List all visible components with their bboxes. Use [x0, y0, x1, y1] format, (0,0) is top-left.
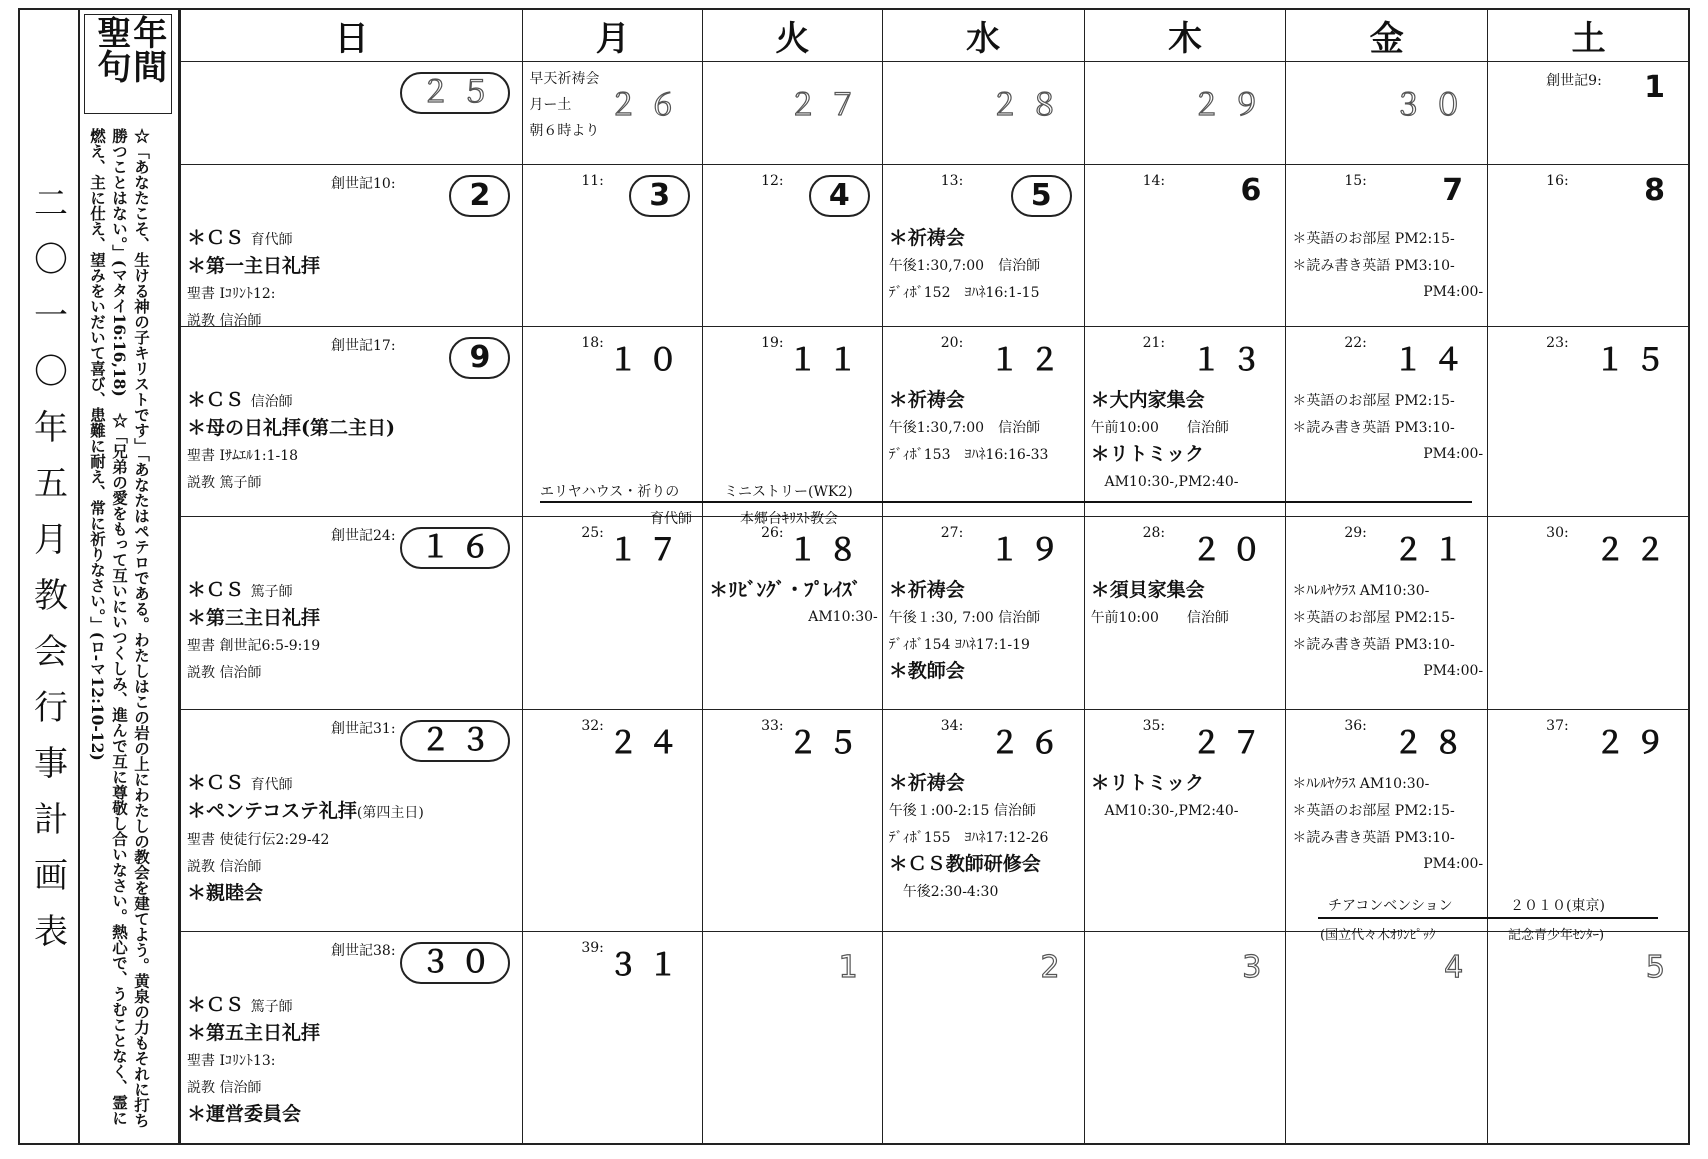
event-list: [187, 577, 518, 686]
day-number: 3: [1242, 950, 1272, 986]
banner-elijah-sub2: 本郷台ｷﾘｽﾄ教会: [740, 511, 838, 527]
banner-cheer-2: ２０１０(東京): [1510, 898, 1605, 914]
event-text: PM4:00-: [1423, 855, 1484, 872]
week-row: [181, 165, 1690, 327]
scripture-ref: 19:: [761, 335, 784, 352]
event-list: [889, 577, 1080, 685]
event-text: ＊祈祷会: [888, 389, 965, 412]
event-text: 午後１:30, 7:00 信治師: [888, 610, 1041, 627]
banner-cheer-1: チアコンベンション: [1328, 898, 1453, 914]
day-cell: [1084, 517, 1286, 709]
day-number: ２３: [400, 720, 510, 762]
day-number: ２５: [400, 72, 510, 114]
event-list: [889, 770, 1080, 905]
day-cell: [1488, 327, 1690, 517]
week-row: [181, 932, 1690, 1145]
event-text: 午後1:30,7:00 信治師: [888, 420, 1041, 437]
event-text: 育代師: [250, 776, 293, 793]
banner-cheer-sub1: (国立代々木ｵﾘﾝﾋﾟｯｸ: [1320, 928, 1436, 943]
event-text: 説教 信治師: [187, 858, 262, 875]
event-text: ＊母の日礼拝(第二主日): [187, 417, 395, 440]
day-number: ２６: [608, 88, 689, 123]
event-list: [889, 225, 1080, 306]
scripture-ref: 36:: [1344, 717, 1367, 734]
day-cell: [882, 709, 1084, 932]
scripture-ref: 35:: [1142, 717, 1166, 734]
day-number: ２１: [1393, 533, 1474, 569]
day-number: 5: [1011, 175, 1072, 217]
event-text: ﾃﾞｨﾎﾞ153 ﾖﾊﾈ16:16-33: [888, 447, 1049, 464]
event-text: PM4:00-: [1423, 663, 1484, 680]
day-number: 4: [1444, 950, 1474, 986]
day-number: ３１: [608, 948, 689, 984]
event-text: ＊ﾊﾚﾙﾔｸﾗｽ AM10:30-: [1292, 775, 1430, 792]
day-cell: [1488, 62, 1690, 165]
morning-prayer-note: [529, 66, 599, 144]
day-cell: [1286, 165, 1488, 327]
day-number: １３: [1191, 343, 1272, 379]
day-cell: [1488, 517, 1690, 709]
day-number: 9: [449, 337, 510, 379]
event-text: ＊ＣＳ: [187, 994, 251, 1017]
event-text: 聖書 Ⅰｺﾘﾝﾄ12:: [187, 286, 276, 303]
event-list: [187, 387, 518, 496]
event-text: 説教 信治師: [187, 1080, 262, 1097]
banner-elijah-rule: [540, 501, 1472, 503]
event-text: ＊ＣＳ: [187, 227, 251, 250]
event-text: 説教 信治師: [187, 665, 262, 682]
day-number: 1: [1644, 70, 1675, 105]
week-row: [181, 517, 1690, 709]
event-text: ＊ＣＳ: [187, 389, 251, 412]
event-text: 育代師: [250, 232, 293, 249]
scripture-ref: 14:: [1142, 173, 1166, 190]
scripture-ref: 23:: [1546, 335, 1569, 352]
day-cell: [523, 932, 703, 1145]
event-text: ＊読み書き英語 PM3:10-: [1292, 637, 1455, 654]
event-text: ﾃﾞｨﾎﾞ155 ﾖﾊﾈ17:12-26: [888, 829, 1049, 846]
day-cell: [181, 932, 523, 1145]
day-cell: [181, 517, 523, 709]
day-cell: [523, 165, 703, 327]
day-cell: [181, 62, 523, 165]
day-cell: [181, 709, 523, 932]
day-number: ２７: [787, 88, 868, 123]
scripture-ref: 34:: [940, 717, 964, 734]
event-text: ＊ＣＳ教師研修会: [888, 852, 1041, 875]
event-text: ＊運営委員会: [187, 1103, 302, 1126]
day-number: １９: [989, 533, 1070, 569]
day-cell: [703, 62, 883, 165]
day-cell: [1084, 165, 1286, 327]
event-text: 信治師: [250, 394, 293, 411]
weekday-header: 木: [1084, 9, 1286, 62]
weekday-header: 月: [523, 9, 703, 62]
day-number: １８: [787, 533, 868, 569]
day-number: １２: [989, 343, 1070, 379]
verse-text: ☆「あなたこそ、生ける神の子キリストです」「あなたはペテロである。わたしはこの岩の上にわたしの教会を建てよう。黄泉の力もそれに打ち勝つことはない。」(マタイ16:16,18) ☆「兄弟の愛をもって互いにいつくしみ、進んで互に尊敬し合いなさい。熱心で、うむことなく、霊に燃え、主に仕え、望みをいだいて喜び、患難に耐え、常に祈りなさい。」(ロ-マ12:10-12): [88, 128, 151, 1128]
day-cell: [882, 517, 1084, 709]
event-text: ＊英語のお部屋 PM2:15-: [1292, 802, 1455, 819]
event-text: ＊親睦会: [187, 881, 264, 904]
event-list: [1292, 387, 1483, 467]
scripture-ref: 創世記31:: [331, 720, 396, 737]
verse-heading-box: [84, 14, 172, 114]
day-cell: [181, 165, 523, 330]
event-text: ＊祈祷会: [888, 579, 965, 602]
event-text: ＊祈祷会: [888, 227, 965, 250]
event-text: 篤子師: [250, 999, 293, 1016]
day-cell: [1084, 62, 1286, 165]
scripture-ref: 39:: [581, 940, 604, 957]
day-cell: [1286, 517, 1488, 709]
day-number: ２７: [1191, 725, 1272, 761]
week-row: [181, 62, 1690, 165]
annual-verse-column: [80, 8, 180, 1145]
day-number: １５: [1595, 343, 1675, 379]
day-cell: [1084, 327, 1286, 517]
day-cell: [703, 517, 906, 709]
event-text: 午後１:00-2:15 信治師: [888, 802, 1036, 819]
day-cell: [703, 709, 883, 932]
day-cell: [1488, 165, 1690, 327]
day-number: ２８: [1393, 725, 1474, 761]
day-cell: [523, 62, 703, 165]
event-text: ＊第五主日礼拝: [187, 1022, 321, 1045]
event-text: 聖書 使徒行伝2:29-42: [187, 831, 330, 848]
banner-cheer-rule: [1318, 917, 1658, 919]
scripture-ref: 29:: [1344, 525, 1367, 542]
day-cell: [1488, 932, 1690, 1145]
verse-heading: 年間聖句: [91, 15, 167, 83]
day-number: 6: [1240, 173, 1272, 209]
event-list: [1091, 577, 1282, 631]
event-text: 午後1:30,7:00 信治師: [888, 258, 1041, 275]
day-number: ２６: [989, 725, 1070, 761]
day-number: １４: [1393, 343, 1474, 379]
scripture-ref: 18:: [581, 335, 604, 352]
banner-cheer-sub2: 記念青少年ｾﾝﾀｰ): [1508, 928, 1605, 943]
day-number: 5: [1645, 950, 1675, 986]
scripture-ref: 12:: [761, 173, 784, 190]
verse-text-box: [86, 128, 174, 1138]
event-list: [1091, 387, 1282, 495]
note-line: 早天祈祷会: [529, 71, 600, 87]
event-text: 聖書 創世記6:5-9:19: [187, 638, 321, 655]
event-text: AM10:30-,PM2:40-: [1090, 474, 1239, 491]
scripture-ref: 33:: [761, 717, 784, 734]
event-text: ＊読み書き英語 PM3:10-: [1292, 420, 1455, 437]
scripture-ref: 13:: [940, 173, 964, 190]
scripture-ref: 創世記9:: [1546, 73, 1602, 89]
event-list: [1292, 577, 1483, 684]
event-text: ＊教師会: [888, 660, 965, 683]
day-number: ２５: [787, 725, 868, 761]
event-text: ＊ﾊﾚﾙﾔｸﾗｽ AM10:30-: [1292, 583, 1430, 600]
day-cell: [523, 517, 703, 709]
event-text: ＊ペンテコステ礼拝: [187, 799, 357, 822]
day-cell: [181, 327, 523, 517]
day-number: ３０: [1393, 88, 1474, 123]
scripture-ref: 創世記10:: [331, 176, 396, 193]
event-text: ＊須貝家集会: [1090, 579, 1205, 602]
weekday-header: 水: [882, 9, 1084, 62]
banner-elijah-2: ミニストリー(WK2): [724, 484, 853, 500]
weekday-header-row: [181, 9, 1690, 62]
event-text: 午後2:30-4:30: [888, 883, 999, 900]
scripture-ref: 26:: [761, 525, 784, 542]
event-text: PM4:00-: [1423, 284, 1484, 301]
day-cell: [1286, 327, 1488, 517]
scripture-ref: 16:: [1546, 173, 1569, 190]
event-text: ＊読み書き英語 PM3:10-: [1292, 258, 1455, 275]
event-list: [709, 577, 906, 630]
scripture-ref: 20:: [940, 335, 964, 352]
scripture-ref: 25:: [581, 525, 604, 542]
day-cell: [523, 709, 703, 932]
event-text: ＊大内家集会: [1090, 389, 1205, 412]
calendar-table: [180, 8, 1690, 1145]
day-number: 4: [809, 175, 870, 217]
day-cell: [1286, 62, 1488, 165]
day-number: １７: [608, 533, 689, 569]
page-title-column: [18, 8, 80, 1145]
note-line: 朝６時より: [529, 123, 600, 139]
banner-elijah-sub1: 育代師: [650, 511, 692, 527]
day-number: ２８: [989, 88, 1070, 123]
event-text: 説教 篤子師: [187, 475, 262, 492]
event-text: 説教 信治師: [187, 313, 262, 330]
day-cell: [1286, 932, 1488, 1145]
event-text: ﾃﾞｨﾎﾞ154 ﾖﾊﾈ17:1-19: [888, 637, 1030, 654]
event-text: PM4:00-: [1423, 446, 1484, 463]
event-list: [1292, 225, 1483, 305]
day-cell: [1084, 932, 1286, 1145]
scripture-ref: 11:: [581, 173, 604, 190]
event-text: ＊ＣＳ: [187, 579, 251, 602]
event-text: ﾃﾞｨﾎﾞ152 ﾖﾊﾈ16:1-15: [888, 285, 1040, 302]
day-number: ３０: [400, 942, 510, 984]
weekday-header: 土: [1488, 9, 1690, 62]
day-number: ２９: [1595, 725, 1675, 761]
day-number: 3: [629, 175, 690, 217]
scripture-ref: 創世記24:: [331, 528, 396, 545]
event-list: [889, 387, 1080, 468]
day-number: ２９: [1191, 88, 1272, 123]
day-number: １０: [608, 343, 689, 379]
scripture-ref: 28:: [1142, 525, 1166, 542]
day-cell: [882, 62, 1084, 165]
event-text: ＊リトミック: [1090, 443, 1205, 466]
scripture-ref: 37:: [1546, 717, 1569, 734]
week-row: [181, 327, 1690, 517]
event-text: (第四主日): [356, 804, 424, 821]
day-number: 8: [1644, 173, 1675, 209]
scripture-ref: 30:: [1546, 525, 1569, 542]
calendar-body: [181, 62, 1690, 1145]
event-text: ＊第一主日礼拝: [187, 255, 321, 278]
event-list: [187, 770, 518, 907]
day-number: 1: [838, 950, 868, 986]
event-text: ＊英語のお部屋 PM2:15-: [1292, 393, 1455, 410]
event-text: ＊ＣＳ: [187, 771, 251, 794]
event-text: 聖書 Ⅰｺﾘﾝﾄ13:: [187, 1053, 276, 1070]
banner-elijah-1: エリヤハウス・祈りの: [540, 484, 680, 500]
event-text: AM10:30-,PM2:40-: [1090, 802, 1239, 819]
day-cell: [882, 932, 1084, 1145]
event-text: ＊英語のお部屋 PM2:15-: [1292, 231, 1455, 248]
day-number: １６: [400, 527, 510, 569]
day-number: 2: [449, 175, 510, 217]
scripture-ref: 創世記38:: [331, 943, 396, 960]
day-cell: [882, 327, 1084, 517]
day-cell: [882, 165, 1084, 327]
event-text: ＊第三主日礼拝: [187, 607, 321, 630]
event-text: 午前10:00 信治師: [1090, 420, 1229, 437]
day-number: 7: [1442, 173, 1474, 209]
event-text: 聖書 Ⅰｻﾑｴﾙ1:1-18: [187, 448, 299, 465]
scripture-ref: 21:: [1142, 335, 1166, 352]
weekday-header: 火: [703, 9, 883, 62]
event-list: [187, 992, 518, 1128]
weekday-header: 日: [181, 9, 523, 62]
day-cell: [1084, 709, 1286, 932]
day-cell: [703, 165, 883, 327]
event-text: ＊読み書き英語 PM3:10-: [1292, 829, 1455, 846]
event-list: [1292, 770, 1483, 877]
scripture-ref: 創世記17:: [331, 338, 396, 355]
day-cell: [703, 932, 883, 1145]
event-list: [187, 225, 518, 334]
event-text: ＊ﾘﾋﾞﾝｸﾞ・ﾌﾟﾚｲｽﾞ: [709, 579, 862, 602]
page-title: 二〇一〇年五月教会行事計画表: [27, 184, 68, 969]
week-row: [181, 709, 1690, 932]
scripture-ref: 32:: [581, 717, 604, 734]
event-list: [1091, 770, 1282, 824]
day-number: ２２: [1595, 533, 1675, 569]
event-text: AM10:30-: [808, 609, 906, 626]
weekday-header: 金: [1286, 9, 1488, 62]
scripture-ref: 22:: [1344, 335, 1367, 352]
day-number: 2: [1040, 950, 1070, 986]
event-text: ＊リトミック: [1090, 771, 1205, 794]
event-text: ＊英語のお部屋 PM2:15-: [1292, 610, 1455, 627]
scripture-ref: 27:: [940, 525, 964, 542]
scripture-ref: 15:: [1344, 173, 1367, 190]
day-number: ２０: [1191, 533, 1272, 569]
day-number: １１: [787, 343, 868, 379]
note-line: 月ー土: [529, 97, 572, 113]
event-text: ＊祈祷会: [888, 771, 965, 794]
day-number: ２４: [608, 725, 689, 761]
event-text: 午前10:00 信治師: [1090, 610, 1229, 627]
event-text: 篤子師: [250, 584, 293, 601]
